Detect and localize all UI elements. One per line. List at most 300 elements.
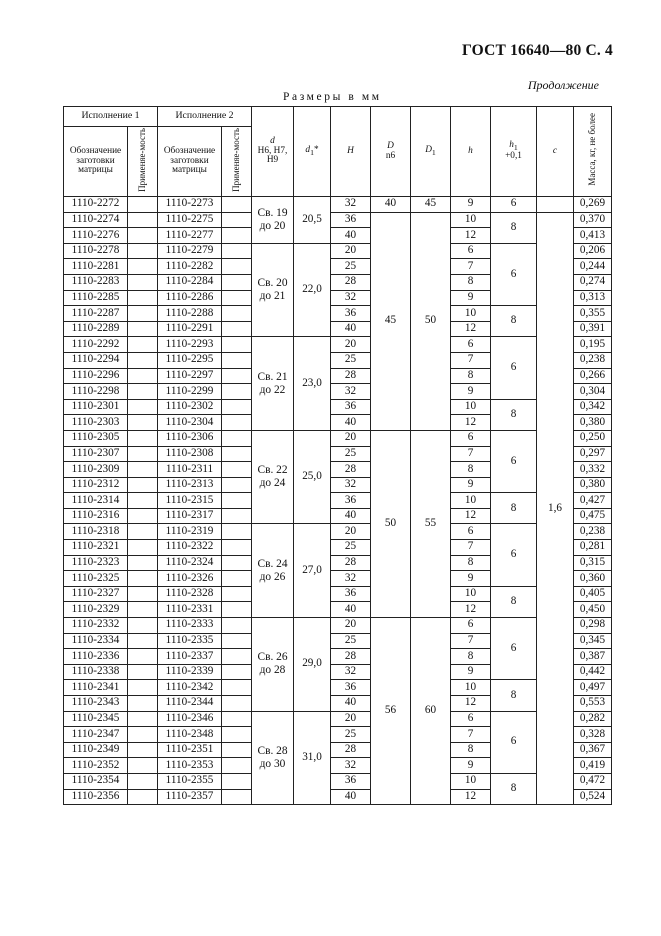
variant2-applicability [222, 352, 252, 368]
mass-value: 0,332 [574, 462, 612, 478]
variant1-designation: 1110-2352 [64, 758, 128, 774]
h-value: 12 [451, 789, 491, 805]
variant1-designation: 1110-2349 [64, 742, 128, 758]
H-value: 25 [331, 540, 371, 556]
variant1-applicability [128, 321, 158, 337]
variant1-designation: 1110-2272 [64, 197, 128, 213]
h-value: 9 [451, 477, 491, 493]
variant2-designation: 1110-2319 [158, 524, 222, 540]
H-value: 40 [331, 321, 371, 337]
variant1-applicability [128, 773, 158, 789]
h-value: 7 [451, 259, 491, 275]
H-value: 36 [331, 399, 371, 415]
variant2-designation: 1110-2326 [158, 571, 222, 587]
variant2-applicability [222, 415, 252, 431]
d1-value: 22,0 [294, 243, 331, 337]
mass-value: 0,206 [574, 243, 612, 259]
H-value: 36 [331, 493, 371, 509]
H-value: 20 [331, 243, 371, 259]
variant1-designation: 1110-2332 [64, 618, 128, 634]
variant2-designation: 1110-2282 [158, 259, 222, 275]
variant1-designation: 1110-2336 [64, 649, 128, 665]
variant1-applicability [128, 274, 158, 290]
mass-value: 0,497 [574, 680, 612, 696]
variant1-applicability [128, 633, 158, 649]
variant1-designation: 1110-2276 [64, 228, 128, 244]
variant2-applicability [222, 618, 252, 634]
mass-value: 0,315 [574, 555, 612, 571]
variant1-applicability [128, 680, 158, 696]
variant1-applicability [128, 618, 158, 634]
variant1-designation: 1110-2278 [64, 243, 128, 259]
h-value: 10 [451, 306, 491, 322]
variant1-designation: 1110-2321 [64, 540, 128, 556]
h-value: 6 [451, 711, 491, 727]
variant1-applicability [128, 649, 158, 665]
variant1-designation: 1110-2356 [64, 789, 128, 805]
variant2-designation: 1110-2297 [158, 368, 222, 384]
mass-value: 0,298 [574, 618, 612, 634]
mass-value: 0,328 [574, 727, 612, 743]
mass-value: 0,355 [574, 306, 612, 322]
variant2-applicability [222, 368, 252, 384]
variant1-designation: 1110-2305 [64, 430, 128, 446]
d1-value: 20,5 [294, 197, 331, 244]
variant1-designation: 1110-2338 [64, 664, 128, 680]
h1-value: 6 [491, 430, 537, 492]
header-c: c [537, 107, 574, 197]
variant1-applicability [128, 477, 158, 493]
page-header: ГОСТ 16640—80 С. 4 [461, 42, 613, 59]
mass-value: 0,450 [574, 602, 612, 618]
variant1-applicability [128, 789, 158, 805]
h1-value: 8 [491, 306, 537, 337]
mass-value: 0,244 [574, 259, 612, 275]
D-value: 56 [371, 618, 411, 805]
variant2-applicability [222, 680, 252, 696]
variant2-designation: 1110-2306 [158, 430, 222, 446]
h-value: 9 [451, 197, 491, 213]
h1-value: 8 [491, 680, 537, 711]
h-value: 8 [451, 462, 491, 478]
H-value: 28 [331, 742, 371, 758]
H-value: 32 [331, 477, 371, 493]
header-h: h [451, 107, 491, 197]
h-value: 9 [451, 664, 491, 680]
variant1-applicability [128, 727, 158, 743]
variant2-designation: 1110-2346 [158, 711, 222, 727]
h1-value: 8 [491, 773, 537, 804]
variant2-designation: 1110-2351 [158, 742, 222, 758]
H-value: 36 [331, 212, 371, 228]
variant2-applicability [222, 290, 252, 306]
H-value: 20 [331, 337, 371, 353]
d-range: Св. 20 до 21 [252, 243, 294, 337]
c-value [537, 197, 574, 213]
h1-value: 8 [491, 493, 537, 524]
variant2-applicability [222, 430, 252, 446]
h1-value: 6 [491, 711, 537, 773]
variant1-designation: 1110-2309 [64, 462, 128, 478]
mass-value: 0,475 [574, 508, 612, 524]
variant2-applicability [222, 649, 252, 665]
variant2-applicability [222, 711, 252, 727]
h-value: 7 [451, 540, 491, 556]
table-row [64, 680, 612, 696]
mass-value: 0,269 [574, 197, 612, 213]
h-value: 10 [451, 493, 491, 509]
variant1-applicability [128, 758, 158, 774]
h1-value: 6 [491, 243, 537, 305]
variant2-designation: 1110-2308 [158, 446, 222, 462]
mass-value: 0,238 [574, 352, 612, 368]
variant1-designation: 1110-2347 [64, 727, 128, 743]
d-range: Св. 22 до 24 [252, 430, 294, 524]
variant2-applicability [222, 696, 252, 712]
variant2-applicability [222, 742, 252, 758]
header-mass: Масса, кг, не более [574, 107, 612, 197]
H-value: 40 [331, 415, 371, 431]
variant2-applicability [222, 306, 252, 322]
variant2-designation: 1110-2357 [158, 789, 222, 805]
variant2-designation: 1110-2335 [158, 633, 222, 649]
h-value: 8 [451, 742, 491, 758]
variant1-applicability [128, 306, 158, 322]
mass-value: 0,266 [574, 368, 612, 384]
table-row [64, 493, 612, 509]
h1-value: 8 [491, 586, 537, 617]
h-value: 12 [451, 321, 491, 337]
H-value: 28 [331, 274, 371, 290]
variant2-applicability [222, 212, 252, 228]
mass-value: 0,297 [574, 446, 612, 462]
variant2-applicability [222, 259, 252, 275]
variant2-designation: 1110-2288 [158, 306, 222, 322]
variant1-applicability [128, 290, 158, 306]
H-value: 32 [331, 571, 371, 587]
H-value: 25 [331, 352, 371, 368]
variant1-designation: 1110-2329 [64, 602, 128, 618]
h-value: 10 [451, 399, 491, 415]
variant1-designation: 1110-2327 [64, 586, 128, 602]
variant2-applicability [222, 274, 252, 290]
variant1-applicability [128, 259, 158, 275]
h-value: 8 [451, 368, 491, 384]
table-row [64, 430, 612, 446]
H-value: 25 [331, 727, 371, 743]
variant2-designation: 1110-2291 [158, 321, 222, 337]
variant2-designation: 1110-2342 [158, 680, 222, 696]
variant2-designation: 1110-2286 [158, 290, 222, 306]
h-value: 12 [451, 696, 491, 712]
variant2-designation: 1110-2279 [158, 243, 222, 259]
header-H: H [331, 107, 371, 197]
variant2-designation: 1110-2353 [158, 758, 222, 774]
H-value: 36 [331, 306, 371, 322]
mass-value: 0,405 [574, 586, 612, 602]
variant1-designation: 1110-2323 [64, 555, 128, 571]
d1-value: 29,0 [294, 618, 331, 712]
variant2-applicability [222, 540, 252, 556]
variant1-designation: 1110-2314 [64, 493, 128, 509]
variant1-applicability [128, 415, 158, 431]
h1-value: 8 [491, 399, 537, 430]
variant1-designation: 1110-2298 [64, 384, 128, 400]
variant1-designation: 1110-2354 [64, 773, 128, 789]
variant1-designation: 1110-2325 [64, 571, 128, 587]
mass-value: 0,345 [574, 633, 612, 649]
h-value: 7 [451, 446, 491, 462]
mass-value: 0,360 [574, 571, 612, 587]
variant1-applicability [128, 197, 158, 213]
variant2-designation: 1110-2355 [158, 773, 222, 789]
h-value: 9 [451, 290, 491, 306]
variant1-applicability [128, 243, 158, 259]
header-D1: $D_1$ [411, 107, 451, 197]
h-value: 10 [451, 680, 491, 696]
mass-value: 0,195 [574, 337, 612, 353]
variant2-designation: 1110-2293 [158, 337, 222, 353]
h-value: 9 [451, 571, 491, 587]
variant2-applicability [222, 586, 252, 602]
variant1-designation: 1110-2303 [64, 415, 128, 431]
mass-value: 0,238 [574, 524, 612, 540]
H-value: 40 [331, 602, 371, 618]
mass-value: 0,313 [574, 290, 612, 306]
mass-value: 0,387 [574, 649, 612, 665]
variant2-designation: 1110-2331 [158, 602, 222, 618]
D-value: 50 [371, 430, 411, 617]
h-value: 7 [451, 352, 491, 368]
h1-value: 8 [491, 212, 537, 243]
h-value: 12 [451, 228, 491, 244]
D1-value: 45 [411, 197, 451, 213]
variant1-applicability [128, 399, 158, 415]
variant2-designation: 1110-2324 [158, 555, 222, 571]
header-designation-2: Обозначение заготовки матрицы [158, 127, 222, 197]
variant1-applicability [128, 368, 158, 384]
variant2-applicability [222, 243, 252, 259]
variant1-applicability [128, 508, 158, 524]
variant2-applicability [222, 508, 252, 524]
H-value: 40 [331, 696, 371, 712]
variant1-designation: 1110-2301 [64, 399, 128, 415]
variant2-designation: 1110-2315 [158, 493, 222, 509]
h-value: 10 [451, 212, 491, 228]
variant1-applicability [128, 742, 158, 758]
H-value: 28 [331, 555, 371, 571]
variant1-applicability [128, 462, 158, 478]
H-value: 36 [331, 773, 371, 789]
h-value: 12 [451, 508, 491, 524]
H-value: 20 [331, 711, 371, 727]
H-value: 28 [331, 649, 371, 665]
d-range: Св. 19 до 20 [252, 197, 294, 244]
variant1-designation: 1110-2287 [64, 306, 128, 322]
variant2-designation: 1110-2328 [158, 586, 222, 602]
H-value: 25 [331, 633, 371, 649]
variant2-designation: 1110-2295 [158, 352, 222, 368]
H-value: 40 [331, 228, 371, 244]
mass-value: 0,370 [574, 212, 612, 228]
h-value: 8 [451, 274, 491, 290]
variant2-designation: 1110-2322 [158, 540, 222, 556]
variant2-designation: 1110-2273 [158, 197, 222, 213]
table-row [64, 524, 612, 540]
variant1-applicability [128, 352, 158, 368]
variant1-applicability [128, 493, 158, 509]
h-value: 6 [451, 243, 491, 259]
d1-value: 27,0 [294, 524, 331, 618]
H-value: 25 [331, 446, 371, 462]
header-h1: $h_1$ +0,1 [491, 107, 537, 197]
H-value: 25 [331, 259, 371, 275]
variant1-designation: 1110-2343 [64, 696, 128, 712]
H-value: 36 [331, 680, 371, 696]
h-value: 9 [451, 384, 491, 400]
variant1-applicability [128, 602, 158, 618]
h-value: 10 [451, 586, 491, 602]
variant1-applicability [128, 696, 158, 712]
variant1-designation: 1110-2292 [64, 337, 128, 353]
variant2-applicability [222, 633, 252, 649]
header-applicability-2: Применяе-мость [222, 127, 252, 197]
variant1-designation: 1110-2274 [64, 212, 128, 228]
variant1-applicability [128, 664, 158, 680]
variant2-designation: 1110-2275 [158, 212, 222, 228]
mass-value: 0,391 [574, 321, 612, 337]
d1-value: 31,0 [294, 711, 331, 805]
variant2-designation: 1110-2313 [158, 477, 222, 493]
variant1-designation: 1110-2307 [64, 446, 128, 462]
variant1-designation: 1110-2294 [64, 352, 128, 368]
variant1-designation: 1110-2283 [64, 274, 128, 290]
mass-value: 0,281 [574, 540, 612, 556]
variant2-applicability [222, 399, 252, 415]
variant2-applicability [222, 571, 252, 587]
variant2-applicability [222, 477, 252, 493]
table-row [64, 399, 612, 415]
H-value: 32 [331, 290, 371, 306]
variant1-applicability [128, 555, 158, 571]
variant1-applicability [128, 212, 158, 228]
d1-value: 25,0 [294, 430, 331, 524]
variant1-designation: 1110-2285 [64, 290, 128, 306]
D-value: 40 [371, 197, 411, 213]
table-row [64, 197, 612, 213]
h1-value: 6 [491, 197, 537, 213]
variant1-designation: 1110-2296 [64, 368, 128, 384]
H-value: 32 [331, 758, 371, 774]
variant1-designation: 1110-2318 [64, 524, 128, 540]
h-value: 6 [451, 337, 491, 353]
variant2-applicability [222, 773, 252, 789]
mass-value: 0,250 [574, 430, 612, 446]
d-range: Св. 28 до 30 [252, 711, 294, 805]
variant2-applicability [222, 228, 252, 244]
variant2-designation: 1110-2317 [158, 508, 222, 524]
table-row [64, 212, 612, 228]
table-row [64, 306, 612, 322]
variant1-applicability [128, 384, 158, 400]
variant2-applicability [222, 321, 252, 337]
H-value: 20 [331, 524, 371, 540]
header-designation-1: Обозначение заготовки матрицы [64, 127, 128, 197]
h1-value: 6 [491, 337, 537, 399]
header-applicability-1: Применяе-мость [128, 127, 158, 197]
variant1-applicability [128, 430, 158, 446]
mass-value: 0,380 [574, 477, 612, 493]
table-row [64, 243, 612, 259]
D1-value: 55 [411, 430, 451, 617]
d1-value: 23,0 [294, 337, 331, 431]
variant2-applicability [222, 524, 252, 540]
D1-value: 50 [411, 212, 451, 430]
variant1-designation: 1110-2312 [64, 477, 128, 493]
variant1-designation: 1110-2289 [64, 321, 128, 337]
h-value: 10 [451, 773, 491, 789]
c-value: 1,6 [537, 212, 574, 805]
variant2-applicability [222, 337, 252, 353]
dimensions-table [63, 106, 612, 805]
D1-value: 60 [411, 618, 451, 805]
variant2-applicability [222, 758, 252, 774]
H-value: 40 [331, 508, 371, 524]
d-range: Св. 24 до 26 [252, 524, 294, 618]
mass-value: 0,553 [574, 696, 612, 712]
header-variant1: Исполнение 1 [64, 107, 158, 127]
mass-value: 0,427 [574, 493, 612, 509]
H-value: 32 [331, 384, 371, 400]
h1-value: 6 [491, 618, 537, 680]
mass-value: 0,304 [574, 384, 612, 400]
mass-value: 0,367 [574, 742, 612, 758]
variant2-designation: 1110-2348 [158, 727, 222, 743]
H-value: 32 [331, 664, 371, 680]
mass-value: 0,342 [574, 399, 612, 415]
variant2-applicability [222, 602, 252, 618]
variant2-applicability [222, 446, 252, 462]
variant2-designation: 1110-2333 [158, 618, 222, 634]
H-value: 20 [331, 430, 371, 446]
variant1-applicability [128, 524, 158, 540]
variant2-applicability [222, 197, 252, 213]
variant1-applicability [128, 571, 158, 587]
variant1-designation: 1110-2334 [64, 633, 128, 649]
h-value: 6 [451, 430, 491, 446]
mass-value: 0,274 [574, 274, 612, 290]
variant2-applicability [222, 493, 252, 509]
variant1-applicability [128, 586, 158, 602]
H-value: 40 [331, 789, 371, 805]
mass-value: 0,413 [574, 228, 612, 244]
table-row [64, 618, 612, 634]
variant1-applicability [128, 711, 158, 727]
variant2-designation: 1110-2302 [158, 399, 222, 415]
mass-value: 0,524 [574, 789, 612, 805]
H-value: 20 [331, 618, 371, 634]
H-value: 36 [331, 586, 371, 602]
variant2-applicability [222, 664, 252, 680]
mass-value: 0,442 [574, 664, 612, 680]
d-range: Св. 21 до 22 [252, 337, 294, 431]
h-value: 6 [451, 524, 491, 540]
h-value: 8 [451, 649, 491, 665]
variant2-designation: 1110-2337 [158, 649, 222, 665]
header-D: D n6 [371, 107, 411, 197]
variant1-applicability [128, 540, 158, 556]
variant2-designation: 1110-2277 [158, 228, 222, 244]
